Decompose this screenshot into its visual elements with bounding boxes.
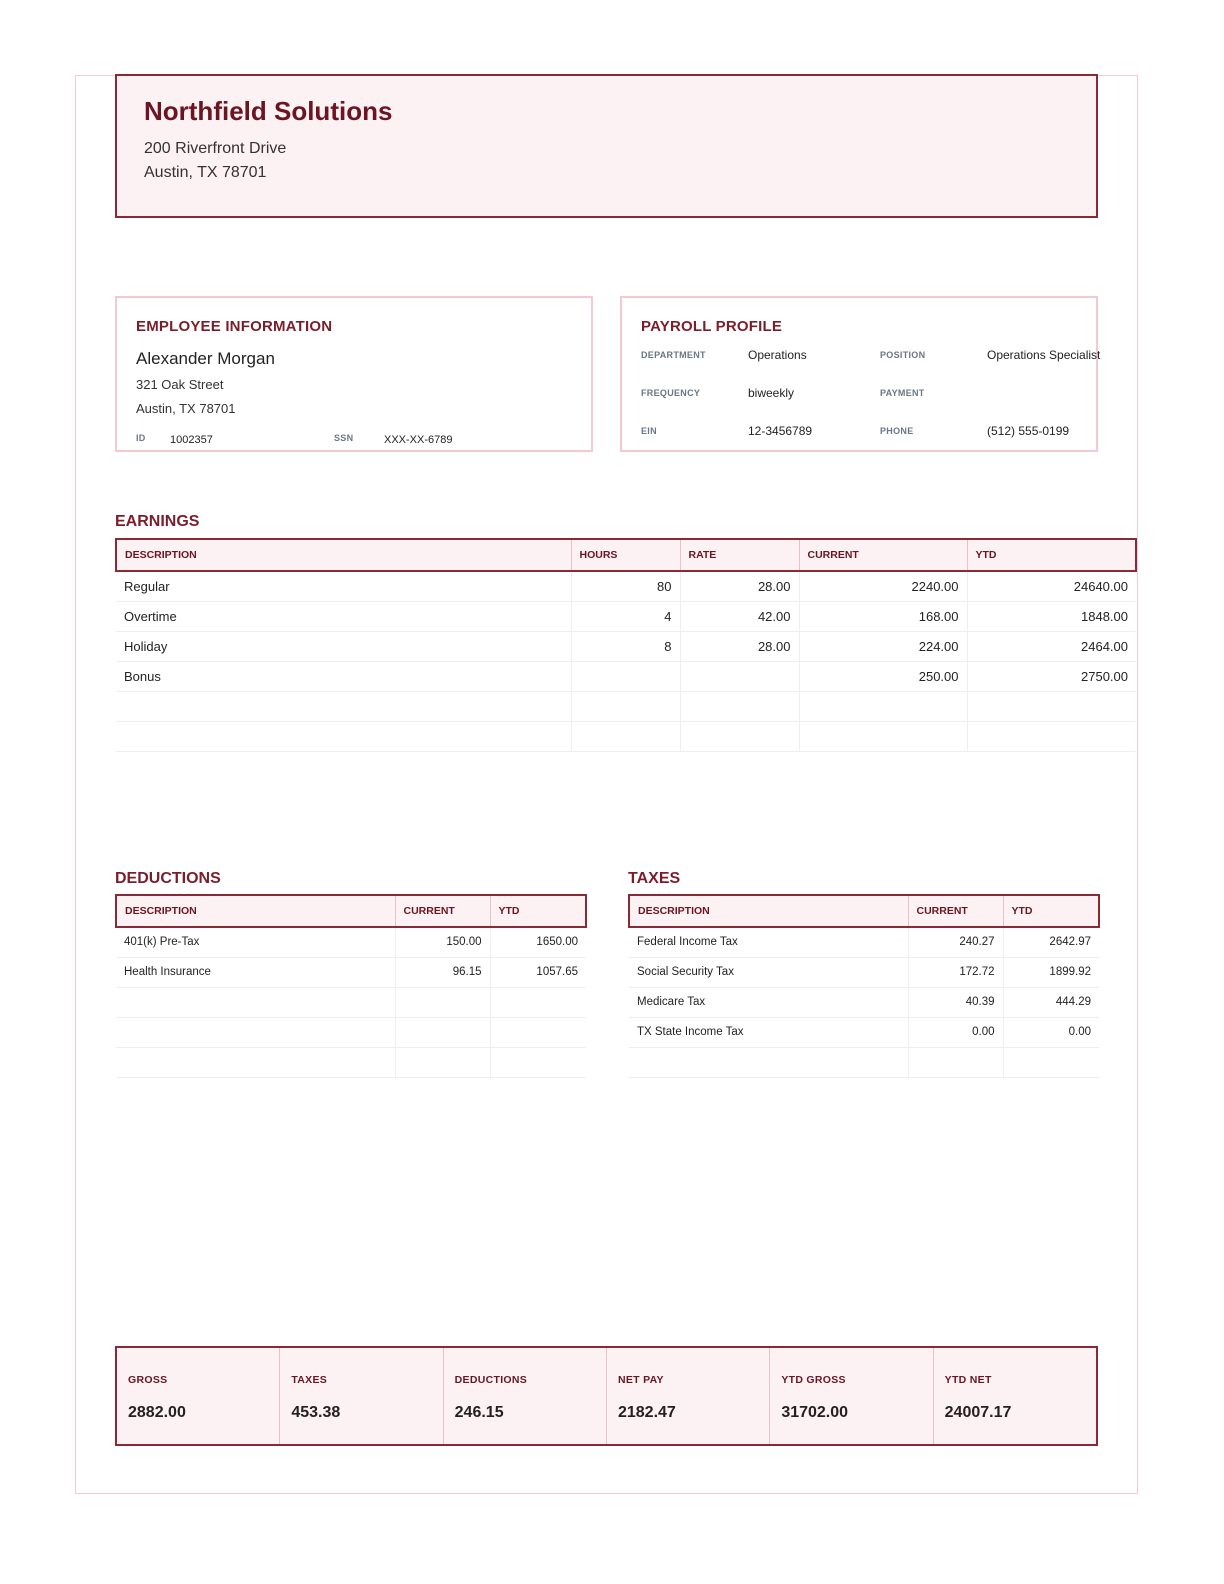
table-cell: 172.72 bbox=[908, 957, 1003, 987]
employee-section-title: EMPLOYEE INFORMATION bbox=[136, 318, 333, 335]
employee-address-line2: Austin, TX 78701 bbox=[136, 401, 236, 416]
table-cell bbox=[395, 1047, 490, 1077]
table-cell: 2750.00 bbox=[967, 661, 1136, 691]
summary-value: 2182.47 bbox=[617, 1404, 676, 1421]
table-cell: 2240.00 bbox=[799, 571, 967, 601]
table-row bbox=[629, 927, 1099, 957]
table-cell bbox=[1003, 1047, 1099, 1077]
table-cell bbox=[490, 987, 586, 1017]
earnings-table bbox=[115, 538, 1137, 752]
summary-cell bbox=[606, 1348, 769, 1444]
table-cell bbox=[571, 661, 680, 691]
table-row bbox=[116, 661, 1136, 691]
department-value: Operations bbox=[748, 348, 807, 362]
phone-value: (512) 555-0199 bbox=[987, 424, 1070, 438]
table-cell: TX State Income Tax bbox=[629, 1017, 908, 1047]
table-cell: 1848.00 bbox=[967, 601, 1136, 631]
table-cell: Bonus bbox=[116, 661, 571, 691]
table-cell: 168.00 bbox=[799, 601, 967, 631]
table-cell bbox=[116, 1017, 395, 1047]
table-cell bbox=[395, 1017, 490, 1047]
table-row bbox=[116, 927, 586, 957]
table-cell: 24640.00 bbox=[967, 571, 1136, 601]
table-row bbox=[629, 987, 1099, 1017]
table-cell: Regular bbox=[116, 571, 571, 601]
profile-grid bbox=[641, 348, 1101, 462]
table-cell: 2464.00 bbox=[967, 631, 1136, 661]
table-cell: 0.00 bbox=[908, 1017, 1003, 1047]
employee-name: Alexander Morgan bbox=[136, 349, 275, 368]
table-cell: 2642.97 bbox=[1003, 927, 1099, 957]
summary-label: DEDUCTIONS bbox=[454, 1374, 528, 1386]
earnings-column-header: RATE bbox=[680, 539, 799, 571]
table-cell: Holiday bbox=[116, 631, 571, 661]
table-cell bbox=[967, 721, 1136, 751]
table-cell bbox=[116, 987, 395, 1017]
summary-label: GROSS bbox=[128, 1374, 168, 1386]
deductions-column-header: YTD bbox=[490, 895, 586, 927]
table-cell bbox=[799, 721, 967, 751]
table-cell: 42.00 bbox=[680, 601, 799, 631]
earnings-header-row bbox=[116, 539, 1136, 571]
taxes-column-header: YTD bbox=[1003, 895, 1099, 927]
earnings-title: EARNINGS bbox=[115, 513, 200, 530]
table-cell bbox=[490, 1017, 586, 1047]
table-row bbox=[116, 601, 1136, 631]
employee-ssn: XXX-XX-6789 bbox=[384, 434, 453, 446]
company-address-line1: 200 Riverfront Drive bbox=[144, 140, 287, 157]
table-cell: Health Insurance bbox=[116, 957, 395, 987]
company-header bbox=[115, 74, 1098, 218]
table-cell bbox=[799, 691, 967, 721]
table-cell bbox=[395, 987, 490, 1017]
table-cell: 150.00 bbox=[395, 927, 490, 957]
profile-row bbox=[641, 424, 1101, 462]
deductions-header-row bbox=[116, 895, 586, 927]
earnings-column-header: YTD bbox=[967, 539, 1136, 571]
table-cell bbox=[116, 1047, 395, 1077]
table-row bbox=[116, 1047, 586, 1077]
table-row bbox=[116, 691, 1136, 721]
employee-ssn-label: SSN bbox=[334, 433, 354, 443]
table-cell: 80 bbox=[571, 571, 680, 601]
page-frame bbox=[75, 75, 1138, 1494]
table-cell bbox=[571, 721, 680, 751]
summary-value: 24007.17 bbox=[944, 1404, 1012, 1421]
table-cell: 8 bbox=[571, 631, 680, 661]
earnings-column-header: CURRENT bbox=[799, 539, 967, 571]
table-cell: Overtime bbox=[116, 601, 571, 631]
table-cell: 401(k) Pre-Tax bbox=[116, 927, 395, 957]
summary-value: 31702.00 bbox=[781, 1404, 849, 1421]
table-cell bbox=[967, 691, 1136, 721]
summary-value: 246.15 bbox=[454, 1404, 504, 1421]
table-row bbox=[116, 987, 586, 1017]
table-cell bbox=[680, 691, 799, 721]
table-cell: 1899.92 bbox=[1003, 957, 1099, 987]
profile-section-title: PAYROLL PROFILE bbox=[641, 318, 783, 335]
table-cell: 240.27 bbox=[908, 927, 1003, 957]
table-cell: 1650.00 bbox=[490, 927, 586, 957]
payroll-profile-box bbox=[620, 296, 1101, 452]
table-cell bbox=[571, 691, 680, 721]
table-row bbox=[116, 1017, 586, 1047]
table-cell: 96.15 bbox=[395, 957, 490, 987]
table-cell: 444.29 bbox=[1003, 987, 1099, 1017]
employee-id-label: ID bbox=[136, 433, 146, 443]
position-label: POSITION bbox=[880, 350, 926, 360]
table-cell bbox=[116, 721, 571, 751]
table-cell bbox=[629, 1047, 908, 1077]
summary-value: 453.38 bbox=[291, 1404, 341, 1421]
table-cell: 250.00 bbox=[799, 661, 967, 691]
table-cell: 1057.65 bbox=[490, 957, 586, 987]
table-row bbox=[629, 1017, 1099, 1047]
table-row bbox=[116, 631, 1136, 661]
table-row bbox=[629, 1047, 1099, 1077]
table-row bbox=[116, 721, 1136, 751]
table-cell: 28.00 bbox=[680, 571, 799, 601]
table-cell bbox=[490, 1047, 586, 1077]
employee-id: 1002357 bbox=[170, 434, 213, 446]
table-row bbox=[629, 957, 1099, 987]
summary-cell bbox=[279, 1348, 442, 1444]
summary-label: YTD GROSS bbox=[781, 1374, 846, 1386]
taxes-header-row bbox=[629, 895, 1099, 927]
table-cell bbox=[116, 691, 571, 721]
summary-label: NET PAY bbox=[617, 1374, 664, 1386]
table-row bbox=[116, 571, 1136, 601]
earnings-column-header: HOURS bbox=[571, 539, 680, 571]
deductions-table bbox=[115, 894, 587, 1078]
summary-label: TAXES bbox=[291, 1374, 328, 1386]
company-address-line2: Austin, TX 78701 bbox=[144, 164, 267, 181]
position-value: Operations Specialist bbox=[987, 348, 1101, 362]
summary-cell bbox=[117, 1348, 279, 1444]
earnings-column-header: DESCRIPTION bbox=[116, 539, 571, 571]
taxes-column-header: CURRENT bbox=[908, 895, 1003, 927]
table-cell: 28.00 bbox=[680, 631, 799, 661]
table-cell: 0.00 bbox=[1003, 1017, 1099, 1047]
frequency-value: biweekly bbox=[748, 386, 795, 400]
summary-value: 2882.00 bbox=[128, 1404, 186, 1421]
profile-row bbox=[641, 348, 1101, 386]
taxes-column-header: DESCRIPTION bbox=[629, 895, 908, 927]
taxes-table bbox=[628, 894, 1100, 1078]
phone-label: PHONE bbox=[880, 426, 914, 436]
table-cell bbox=[680, 661, 799, 691]
table-cell bbox=[680, 721, 799, 751]
profile-row bbox=[641, 386, 1101, 424]
deductions-column-header: DESCRIPTION bbox=[116, 895, 395, 927]
pay-summary bbox=[115, 1346, 1098, 1446]
table-cell: 224.00 bbox=[799, 631, 967, 661]
summary-label: YTD NET bbox=[944, 1374, 992, 1386]
table-cell: Social Security Tax bbox=[629, 957, 908, 987]
department-label: DEPARTMENT bbox=[641, 350, 706, 360]
ein-value: 12-3456789 bbox=[748, 424, 813, 438]
deductions-column-header: CURRENT bbox=[395, 895, 490, 927]
employee-info-box bbox=[115, 296, 593, 452]
company-name: Northfield Solutions bbox=[144, 96, 393, 126]
taxes-title: TAXES bbox=[628, 870, 681, 887]
frequency-label: FREQUENCY bbox=[641, 388, 701, 398]
employee-address-line1: 321 Oak Street bbox=[136, 377, 224, 392]
payment-label: PAYMENT bbox=[880, 388, 925, 398]
summary-cell bbox=[769, 1348, 932, 1444]
table-cell: 4 bbox=[571, 601, 680, 631]
ein-label: EIN bbox=[641, 426, 657, 436]
table-cell bbox=[908, 1047, 1003, 1077]
table-cell: Medicare Tax bbox=[629, 987, 908, 1017]
deductions-title: DEDUCTIONS bbox=[115, 870, 221, 887]
summary-cell bbox=[933, 1348, 1096, 1444]
table-cell: Federal Income Tax bbox=[629, 927, 908, 957]
table-cell: 40.39 bbox=[908, 987, 1003, 1017]
summary-cell bbox=[443, 1348, 606, 1444]
table-row bbox=[116, 957, 586, 987]
